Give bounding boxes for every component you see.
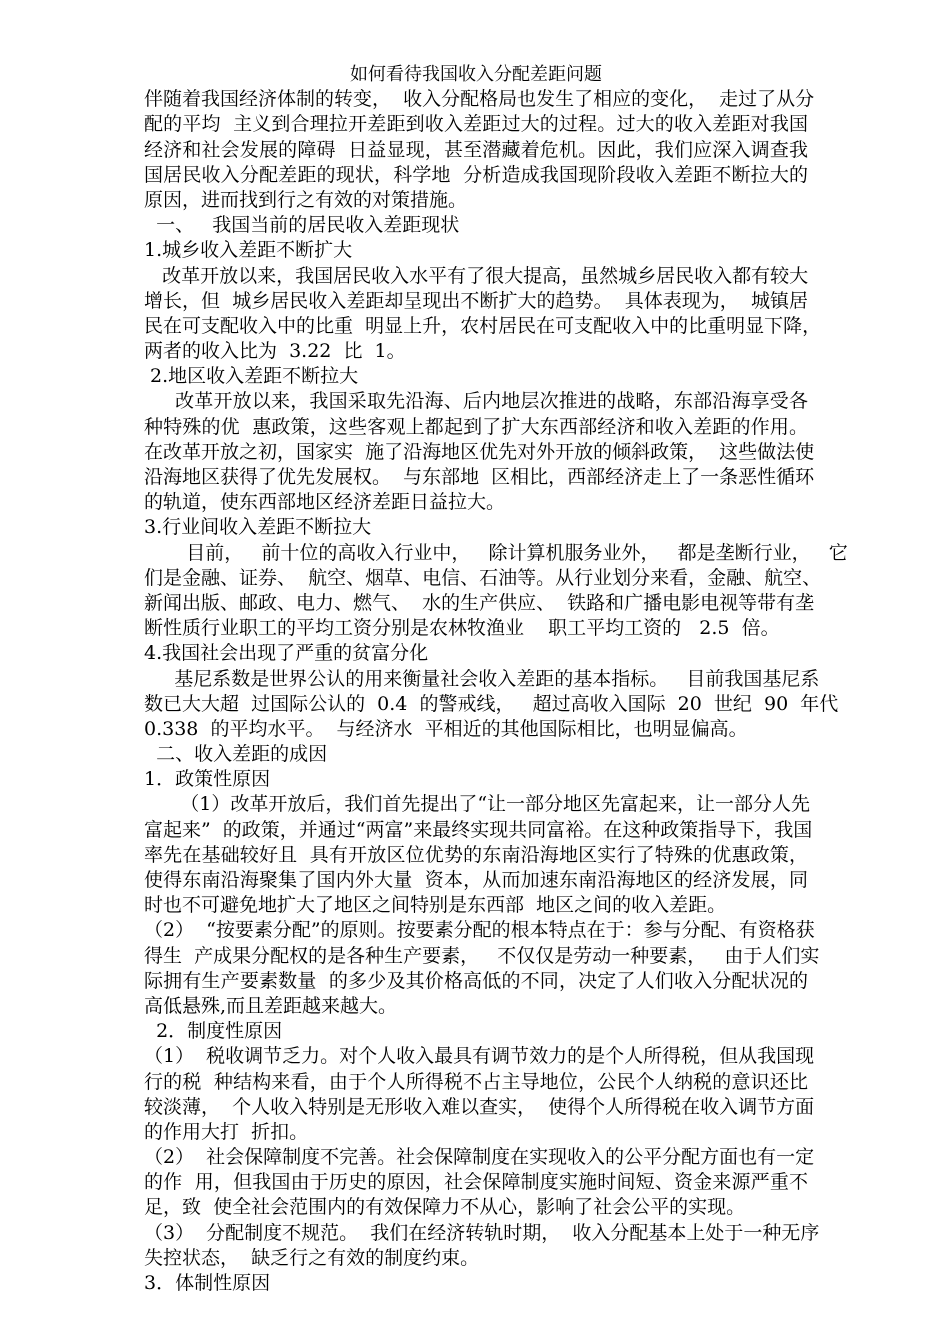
text-line: 在改革开放之初，国家实 施了沿海地区优先对外开放的倾斜政策， 这些做法使 bbox=[144, 440, 815, 463]
text-line: （2） 社会保障制度不完善。社会保障制度在实现收入的公平分配方面也有一定 bbox=[144, 1146, 815, 1169]
text-line: 4.我国社会出现了严重的贫富分化 bbox=[144, 642, 429, 665]
text-line: 1．政策性原因 bbox=[144, 768, 271, 791]
text-line: 沿海地区获得了优先发展权。 与东部地 区相比，西部经济走上了一条恶性循环 bbox=[144, 466, 815, 488]
text-line: 率先在基础较好且 具有开放区位优势的东南沿海地区实行了特殊的优惠政策， bbox=[144, 843, 808, 866]
text-line: 经济和社会发展的障碍 日益显现，甚至潜藏着危机。因此，我们应深入调查我 bbox=[144, 138, 808, 161]
document-title: 如何看待我国收入分配差距问题 bbox=[350, 64, 602, 85]
text-line: 数已大大超 过国际公认的 0.4 的警戒线， 超过高收入国际 20 世纪 90 年代 bbox=[144, 692, 839, 715]
text-line: 的作用大打 折扣。 bbox=[144, 1120, 309, 1143]
text-line: （3） 分配制度不规范。 我们在经济转轨时期， 收入分配基本上处于一种无序 bbox=[144, 1221, 820, 1244]
text-line: 断性质行业职工的平均工资分别是农林牧渔业 职工平均工资的 2.5 倍。 bbox=[144, 617, 780, 640]
text-line: 3.行业间收入差距不断拉大 bbox=[144, 516, 372, 539]
text-line: （2） “按要素分配”的原则。按要素分配的根本特点在于：参与分配、有资格获 bbox=[144, 919, 815, 942]
text-line: 际拥有生产要素数量 的多少及其价格高低的不同，决定了人们收入分配状况的 bbox=[144, 969, 808, 992]
text-line: 0.338 的平均水平。 与经济水 平相近的其他国际相比，也明显偏高。 bbox=[144, 717, 748, 740]
text-line: 二、收入差距的成因 bbox=[144, 743, 328, 766]
text-line: 时也不可避免地扩大了地区之间特别是东西部 地区之间的收入差距。 bbox=[144, 894, 727, 917]
document-page bbox=[144, 62, 848, 1296]
text-line: （1） 税收调节乏力。对个人收入最具有调节效力的是个人所得税，但从我国现 bbox=[144, 1045, 815, 1068]
text-line: 民在可支配收入中的比重 明显上升，农村居民在可支配收入中的比重明显下降， bbox=[144, 314, 822, 337]
text-line: 增长，但 城乡居民收入差距却呈现出不断扩大的趋势。 具体表现为， 城镇居 bbox=[144, 289, 808, 312]
text-line: 1.城乡收入差距不断扩大 bbox=[144, 239, 353, 262]
text-line: 一、 我国当前的居民收入差距现状 bbox=[144, 214, 460, 237]
text-line: 目前， 前十位的高收入行业中， 除计算机服务业外， 都是垄断行业， 它 bbox=[144, 541, 848, 564]
text-line: 较淡薄， 个人收入特别是无形收入难以查实， 使得个人所得税在收入调节方面 bbox=[144, 1095, 815, 1118]
text-line: 得生 产成果分配权的是各种生产要素， 不仅仅是劳动一种要素， 由于人们实 bbox=[144, 944, 820, 967]
text-line: 两者的收入比为 3.22 比 1。 bbox=[144, 340, 406, 363]
text-line: 基尼系数是世界公认的用来衡量社会收入差距的基本指标。 目前我国基尼系 bbox=[144, 667, 820, 690]
text-line: 配的平均 主义到合理拉开差距到收入差距过大的过程。过大的收入差距对我国 bbox=[144, 113, 808, 136]
text-line: 2．制度性原因 bbox=[144, 1020, 283, 1043]
text-line: 国居民收入分配差距的现状，科学地 分析造成我国现阶段收入差距不断拉大的 bbox=[144, 163, 808, 186]
text-line: 原因，进而找到行之有效的对策措施。 bbox=[144, 188, 468, 211]
text-line: 的轨道，使东西部地区经济差距日益拉大。 bbox=[144, 491, 506, 514]
text-line: 2.地区收入差距不断拉大 bbox=[144, 365, 359, 388]
text-line: 3．体制性原因 bbox=[144, 1272, 271, 1294]
text-line: 失控状态， 缺乏行之有效的制度约束。 bbox=[144, 1246, 480, 1269]
text-line: 新闻出版、邮政、电力、燃气、 水的生产供应、 铁路和广播电影电视等带有垄 bbox=[144, 591, 815, 614]
text-line: 种特殊的优 惠政策，这些客观上都起到了扩大东西部经济和收入差距的作用。 bbox=[144, 415, 808, 438]
text-line: 行的税 种结构来看，由于个人所得税不占主导地位，公民个人纳税的意识还比 bbox=[144, 1070, 808, 1093]
text-line: 改革开放以来，我国居民收入水平有了很大提高，虽然城乡居民收入都有较大 bbox=[144, 264, 809, 287]
text-line: （1）改革开放后，我们首先提出了“让一部分地区先富起来，让一部分人先 bbox=[144, 793, 811, 816]
text-line: 高低悬殊,而且差距越来越大。 bbox=[144, 994, 398, 1017]
text-line: 足，致 使全社会范围内的有效保障力不从心，影响了社会公平的实现。 bbox=[144, 1196, 746, 1219]
text-line: 富起来” 的政策，并通过“两富”来最终实现共同富裕。在这种政策指导下，我国 bbox=[144, 818, 813, 841]
document-body bbox=[144, 87, 848, 1296]
text-line: 改革开放以来，我国采取先沿海、后内地层次推进的战略，东部沿海享受各 bbox=[144, 390, 808, 413]
text-line: 们是金融、证券、 航空、烟草、电信、石油等。从行业划分来看，金融、航空、 bbox=[144, 566, 822, 589]
text-line: 的作 用，但我国由于历史的原因，社会保障制度实施时间短、资金来源严重不 bbox=[144, 1171, 808, 1194]
text-line: 伴随着我国经济体制的转变， 收入分配格局也发生了相应的变化， 走过了从分 bbox=[144, 88, 815, 111]
text-line: 使得东南沿海聚集了国内外大量 资本，从而加速东南沿海地区的经济发展，同 bbox=[144, 869, 808, 891]
